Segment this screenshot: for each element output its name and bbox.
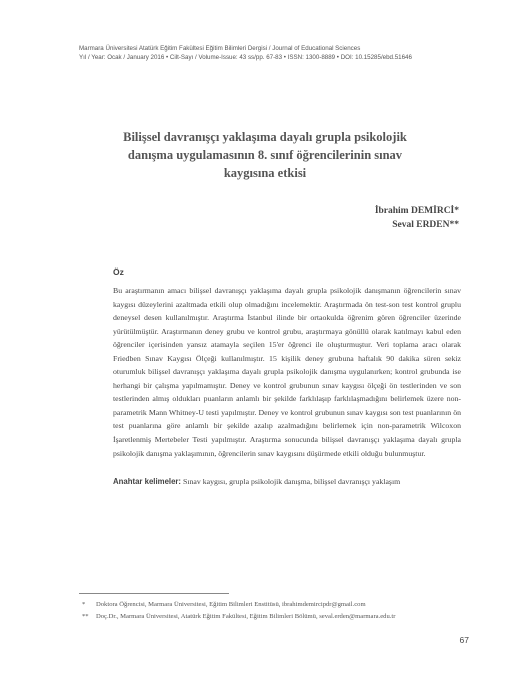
article-title <box>100 128 430 182</box>
footnote-2 <box>82 613 395 620</box>
footnote-1 <box>82 601 366 608</box>
footnote-1-text: Doktora Öğrencisi, Marmara Üniversitesi, Eğitim Bilimleri Enstitüsü, ibrahimdemircipdr@gmail.com <box>96 601 366 608</box>
abstract-heading: Öz <box>113 267 124 277</box>
author-1: İbrahim DEMİRCİ* <box>374 206 459 216</box>
footnote-2-mark: ** <box>82 613 89 620</box>
keywords-text: Sınav kaygısı, grupla psikolojik danışma, bilişsel davranışçı yaklaşım <box>183 477 401 486</box>
author-2: Seval ERDEN** <box>392 220 459 230</box>
journal-header-line2: Yıl / Year: Ocak / January 2016 • Cilt-Sayı / Volume-Issue: 43 ss/pp. 67-83 • ISSN: 1300-8889 • DOI: 10.15285/ebd.51646 <box>79 54 412 61</box>
page-number: 67 <box>459 635 469 645</box>
keywords-label: Anahtar kelimeler: <box>113 477 182 486</box>
abstract-body: Bu araştırmanın amacı bilişsel davranışçı yaklaşıma dayalı grupla psikolojik danışmanın öğrencilerin sınav kaygısı düzeylerini azaltmada etkili olup olmadığını incelemektir. Araştırmada ön test-son test kontrol gruplu deneysel desen kullanılmıştır. Araştırma İstanbul ilinde bir ortaokulda öğrenim gören öğrenciler üzerinde yürütülmüştür. Araştırmanın deney grubu ve kontrol grubu, araştırmaya gönüllü olarak katılmayı kabul eden öğrenciler içerisinden yansız atamayla seçilen 15'er öğrenci ile oluşturmuştur. Veri toplama aracı olarak Friedben Sınav Kaygısı Ölçeği kullanılmıştır. 15 kişilik deney grubuna haftalık 90 dakika süren sekiz oturumluk bilişsel davranışçı yaklaşıma dayalı grupla psikolojik danışma uygulanırken; kontrol grubunda ise herhangi bir çalışma yapılmamıştır. Deney ve kontrol grubunun sınav kaygısı ölçeği ön testlerinden ve son testlerinden almış oldukları puanların anlamlı bir şekilde farklılaşıp farklılaşmadığını belirlemek üzere non-parametrik Mann Whitney-U testi yapılmıştır. Deney ve kontrol grubunun sınav kaygısı son test puanlarının ön test puanlarına göre anlamlı bir şekilde azalıp azalmadığını belirlemek için non-parametrik Wilcoxon İşaretlenmiş Mertebeler Testi yapılmıştır. Araştırma sonucunda bilişsel davranışçı yaklaşıma dayalı grupla psikolojik danışma yaklaşımının, öğrencilerin sınav kaygısını düşürmede etkili olduğu bulunmuştur. <box>113 286 461 458</box>
footnote-divider <box>79 593 229 594</box>
footnote-2-text: Doç.Dr., Marmara Üniversitesi, Atatürk Eğitim Fakültesi, Eğitim Bilimleri Bölümü, seval.erden@marmara.edu.tr <box>96 613 396 620</box>
keywords <box>113 477 473 486</box>
article-title-line2: danışma uygulamasının 8. sınıf öğrencilerinin sınav <box>127 148 403 162</box>
journal-header-line1: Marmara Üniversitesi Atatürk Eğitim Fakültesi Eğitim Bilimleri Dergisi / Journal of Educational Sciences <box>79 45 361 52</box>
journal-header <box>79 44 479 62</box>
article-title-line1: Bilişsel davranışçı yaklaşıma dayalı grupla psikolojik <box>123 130 407 144</box>
article-title-line3: kaygısına etkisi <box>223 166 307 180</box>
footnote-1-mark: * <box>82 601 86 608</box>
